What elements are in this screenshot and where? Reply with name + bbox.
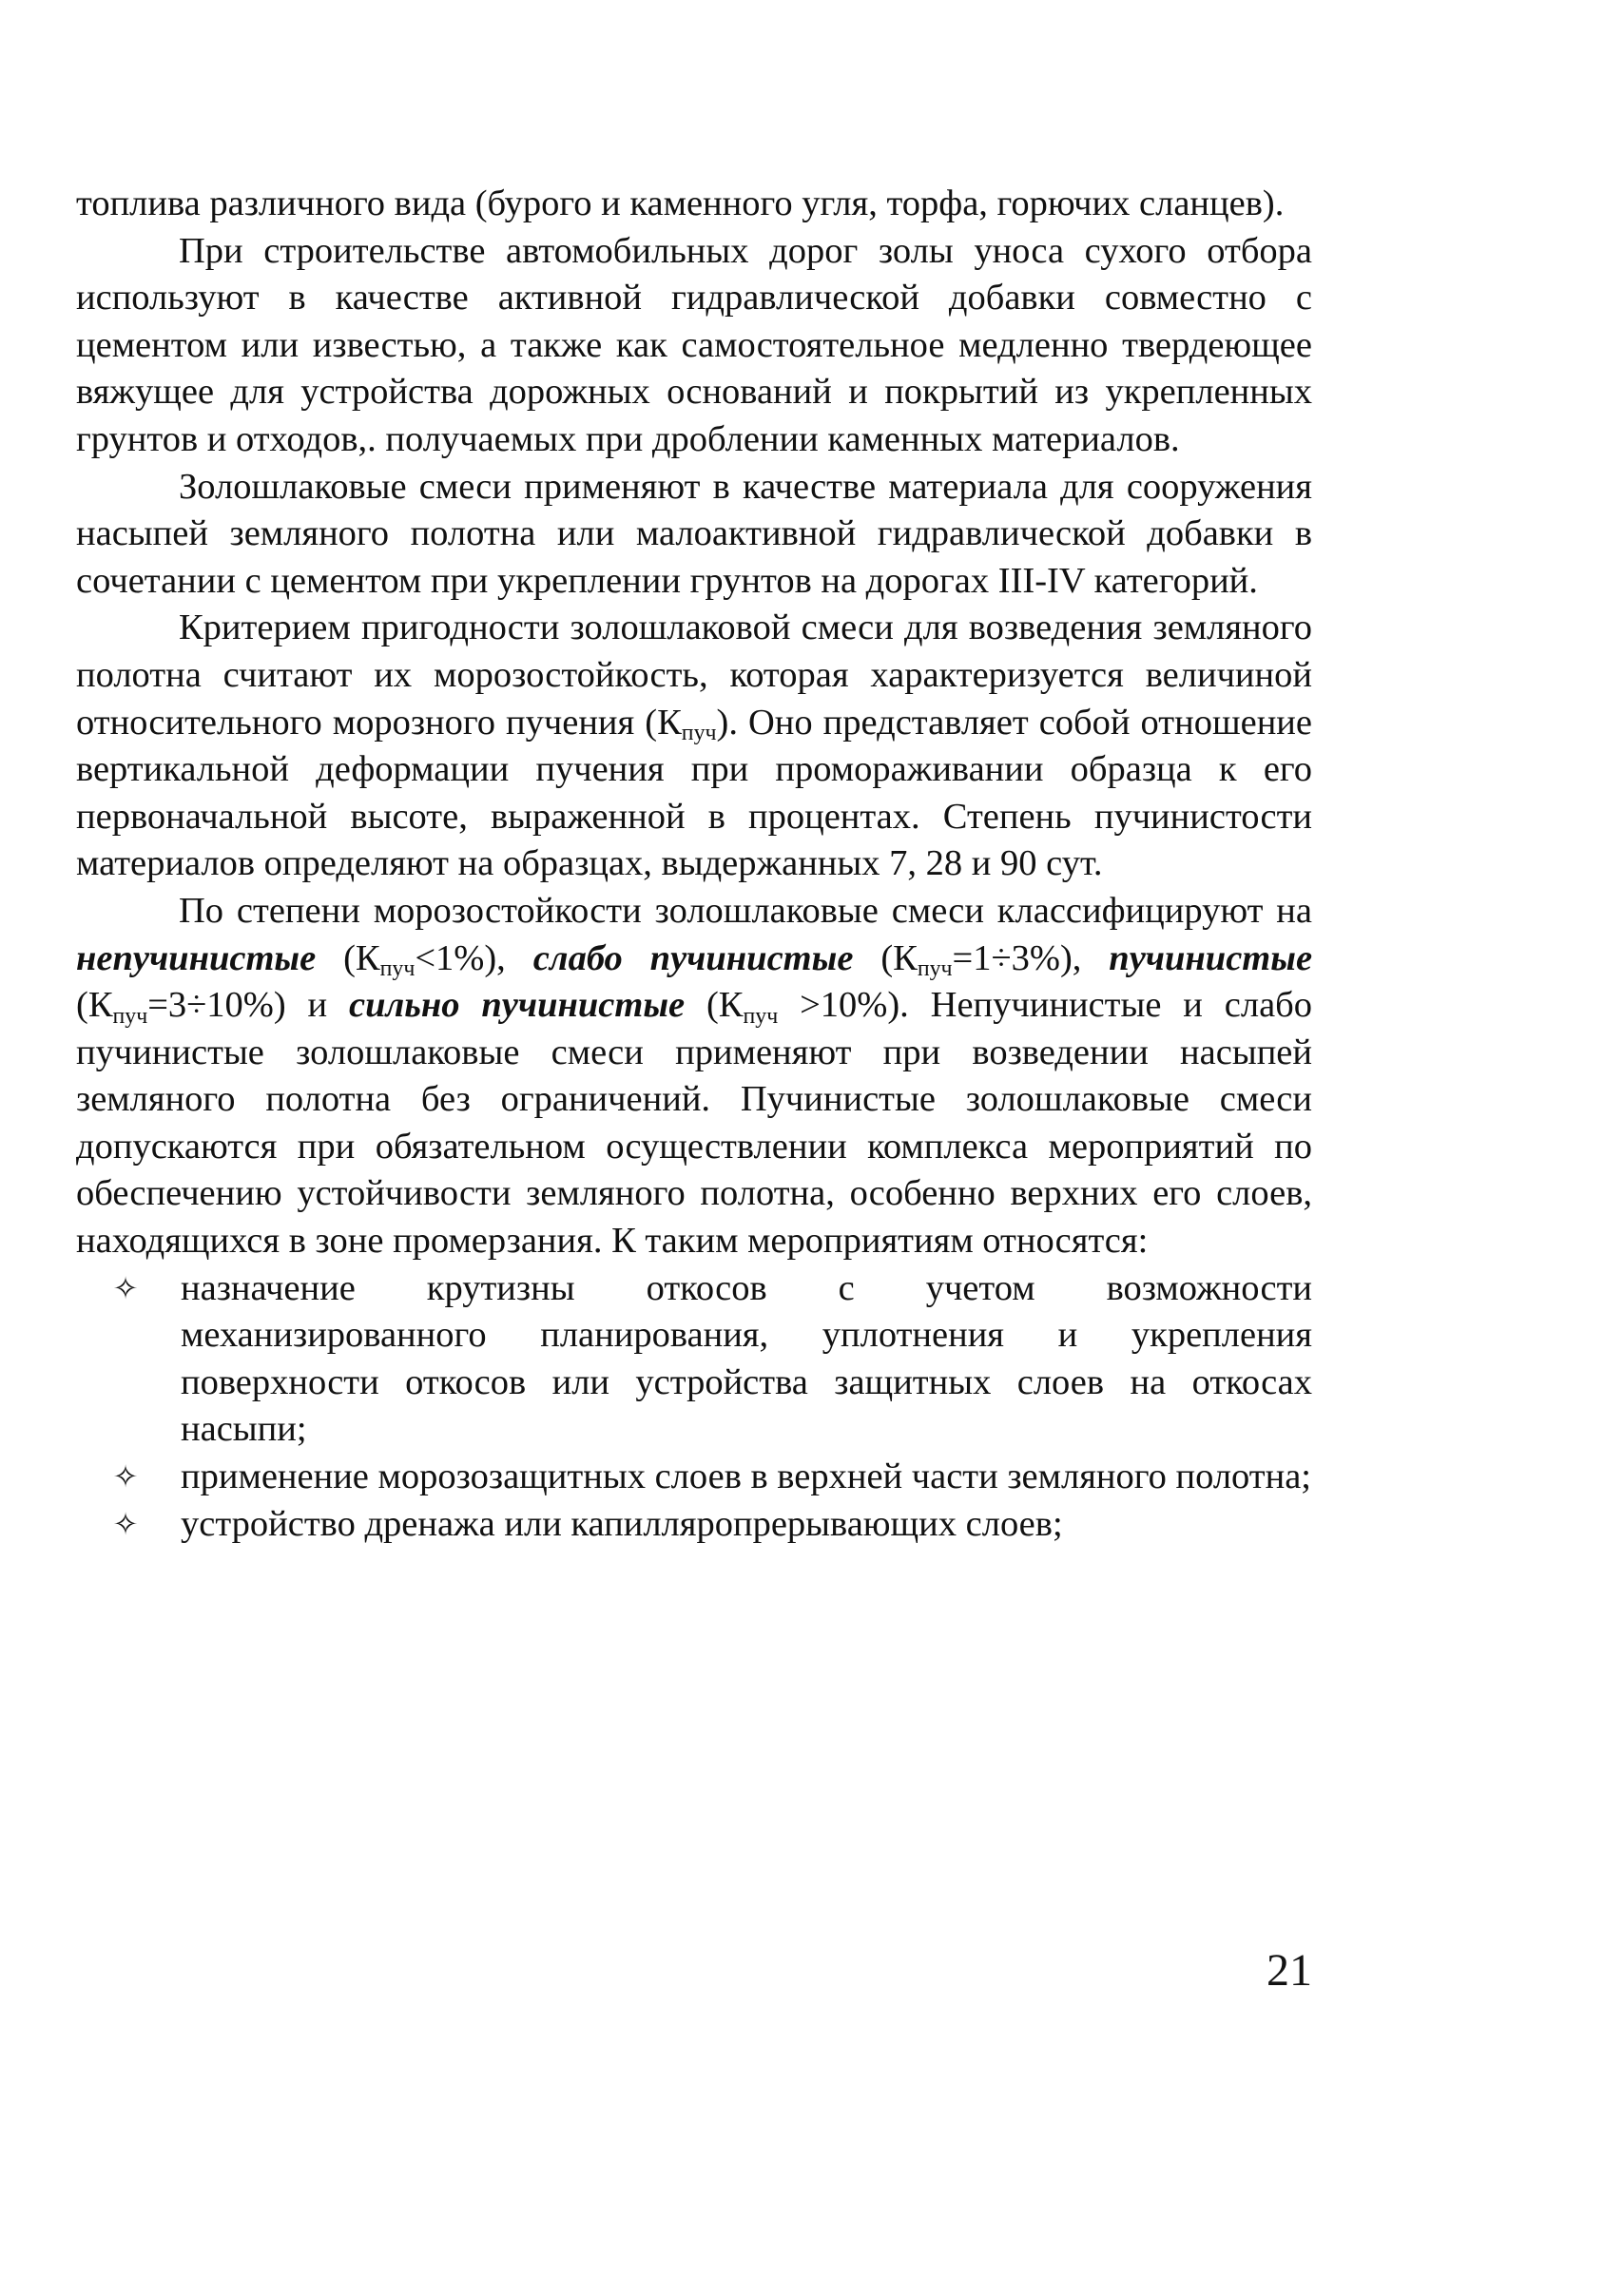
term-puchinistye: пучинистые [1109,937,1313,978]
term-nepuchinistye: непучинистые [76,937,317,978]
paragraph-5-text: (К [853,937,918,978]
list-item-text: устройство дренажа или капилляропрерывающих слоев; [181,1503,1063,1544]
paragraph-1: топлива различного вида (бурого и каменного угля, торфа, горючих сланцев). [76,183,1285,223]
page-number: 21 [1267,1945,1312,1996]
subscript-puch: пуч [681,721,717,746]
paragraph-5-text: (К [685,985,744,1026]
subscript-puch: пуч [743,1003,779,1029]
subscript-puch: пуч [917,956,953,982]
four-pointed-star-icon: ✧ [112,1458,139,1495]
paragraph-4-text-b: ). Оно представляет собой отношение вертикальной деформации пучения при промораживании образца к его первоначальной высоте, выраженной в процентах. Степень пучинистости материалов определяют на образцах, выдержанных 7, 28 и 90 сут. [76,702,1312,884]
paragraph-5-text: <1%), [415,937,533,978]
paragraph-5-text: >10%). Непучинистые и слабо пучинистые золошлаковые смеси применяют при возведении насыпей земляного полотна без ограничений. Пучинистые золошлаковые смеси допускаются при обязательном осуществлении комплекса мероприятий по обеспечению устойчивости земляного полотна, особенно верхних его слоев, находящихся в зоне промерзания. К таким мероприятиям относятся: [76,985,1313,1262]
body-text [76,181,1312,1548]
term-silno-puchinistye: сильно пучинистые [349,985,686,1026]
four-pointed-star-icon: ✧ [112,1269,139,1306]
subscript-puch: пуч [379,956,416,982]
list-item-text: назначение крутизны откосов с учетом возможности механизированного планирования, уплотнения и укрепления поверхности откосов или устройства защитных слоев на откосах насыпи; [181,1267,1312,1450]
paragraph-5-text: =1÷3%), [952,937,1110,978]
list-item-text: применение морозозащитных слоев в верхней части земляного полотна; [181,1457,1312,1497]
paragraph-3: Золошлаковые смеси применяют в качестве материала для сооружения насыпей земляного полотна или малоактивной гидравлической добавки в сочетании с цементом при укреплении грунтов на дорогах III-IV категорий. [76,466,1312,601]
paragraph-5-text: =3÷10%) и [147,985,350,1026]
paragraph-5-text: (К [76,985,113,1026]
paragraph-5 [76,888,1312,1265]
four-pointed-star-icon: ✧ [112,1505,139,1542]
paragraph-2: При строительстве автомобильных дорог золы уноса сухого отбора используют в качестве активной гидравлической добавки совместно с цементом или известью, а также как самостоятельное медленно твердеющее вяжущее для устройства дорожных оснований и покрытий из укрепленных грунтов и отходов,. получаемых при дроблении каменных материалов. [76,230,1312,459]
paragraph-5-text: (К [316,937,380,978]
paragraph-4 [76,605,1312,888]
list-item [76,1454,1312,1501]
measures-list [76,1265,1312,1549]
term-slabo-puchinistye: слабо пучинистые [532,937,854,978]
list-item [76,1265,1312,1454]
paragraph-5-text: По степени морозостойкости золошлаковые смеси классифицируют на [179,890,1312,931]
paragraph-4-text-a: Критерием пригодности золошлаковой смеси для возведения земляного полотна считают их морозостойкость, которая характеризуется величиной относительного морозного пучения (К [76,608,1312,743]
subscript-puch: пуч [112,1003,148,1029]
list-item [76,1501,1312,1549]
